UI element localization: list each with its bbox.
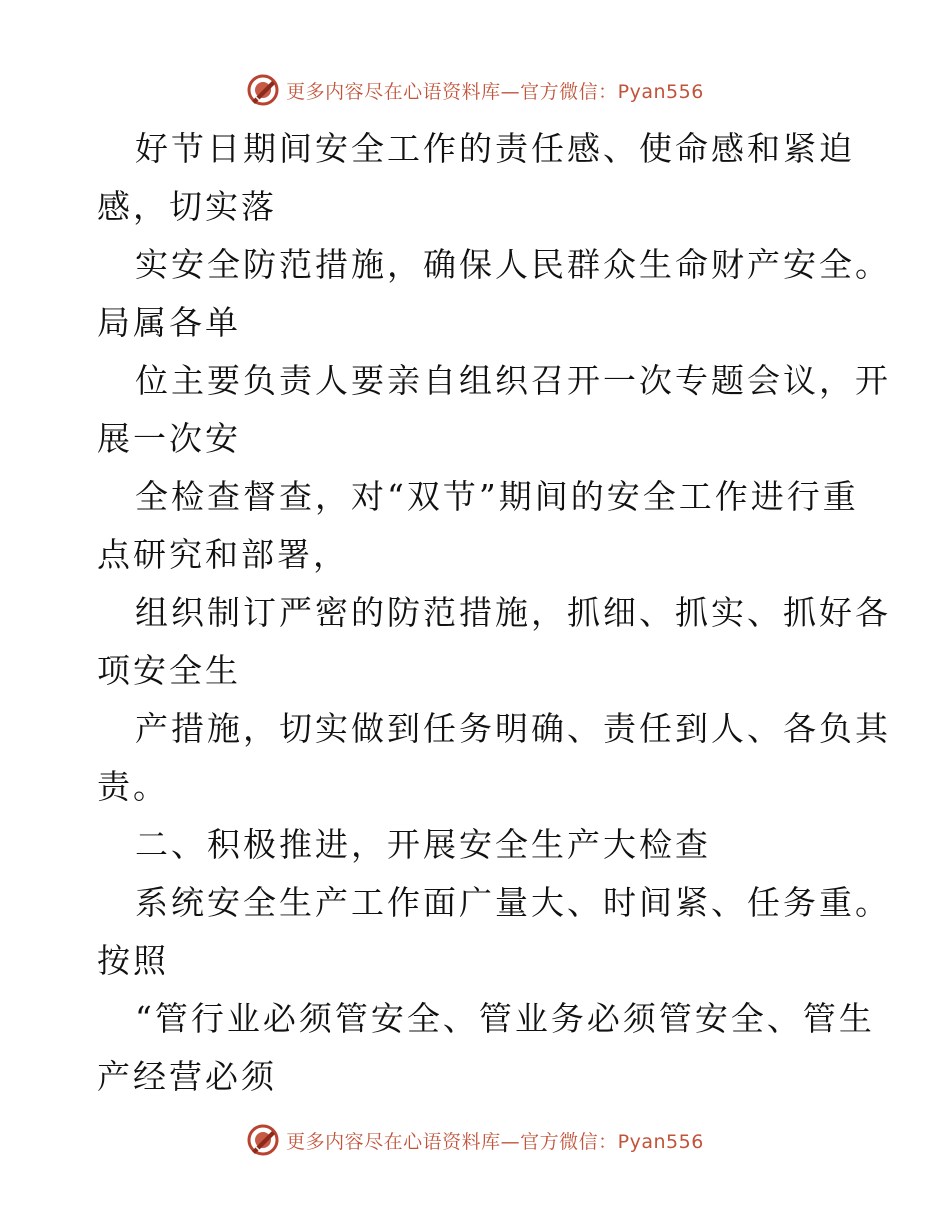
body-line: 系统安全生产工作面广量大、时间紧、任务重。 (135, 883, 891, 922)
body-line: 组织制订严密的防范措施，抓细、抓实、抓好各 (135, 593, 891, 632)
body-line: 实安全防范措施，确保人民群众生命财产安全。 (135, 245, 891, 284)
body-line: 产措施，切实做到任务明确、责任到人、各负其 (135, 709, 891, 748)
body-line: 产经营必须 (97, 1057, 277, 1096)
body-line: 展一次安 (97, 419, 241, 458)
body-line: 全检查督查，对“双节”期间的安全工作进行重 (135, 477, 859, 516)
body-line: 按照 (97, 941, 169, 980)
header-text: 更多内容尽在心语资料库—官方微信：Pyan556 (286, 80, 704, 103)
header-banner (0, 70, 950, 110)
body-line: “管行业必须管安全、管业务必须管安全、管生 (135, 999, 875, 1038)
body-line: 局属各单 (97, 303, 241, 342)
section-heading: 二、积极推进，开展安全生产大检查 (135, 825, 711, 864)
body-line: 好节日期间安全工作的责任感、使命感和紧迫 (135, 129, 855, 168)
body-line: 项安全生 (97, 651, 241, 690)
document-body (97, 120, 891, 1106)
body-line: 责。 (97, 767, 169, 806)
red-circle-pen-logo-icon (246, 1123, 280, 1157)
footer-banner (0, 1120, 950, 1160)
red-circle-pen-logo-icon (246, 73, 280, 107)
body-line: 位主要负责人要亲自组织召开一次专题会议，开 (135, 361, 891, 400)
body-line: 感，切实落 (97, 187, 277, 226)
footer-text: 更多内容尽在心语资料库—官方微信：Pyan556 (286, 1130, 704, 1153)
body-line: 点研究和部署， (97, 535, 349, 574)
